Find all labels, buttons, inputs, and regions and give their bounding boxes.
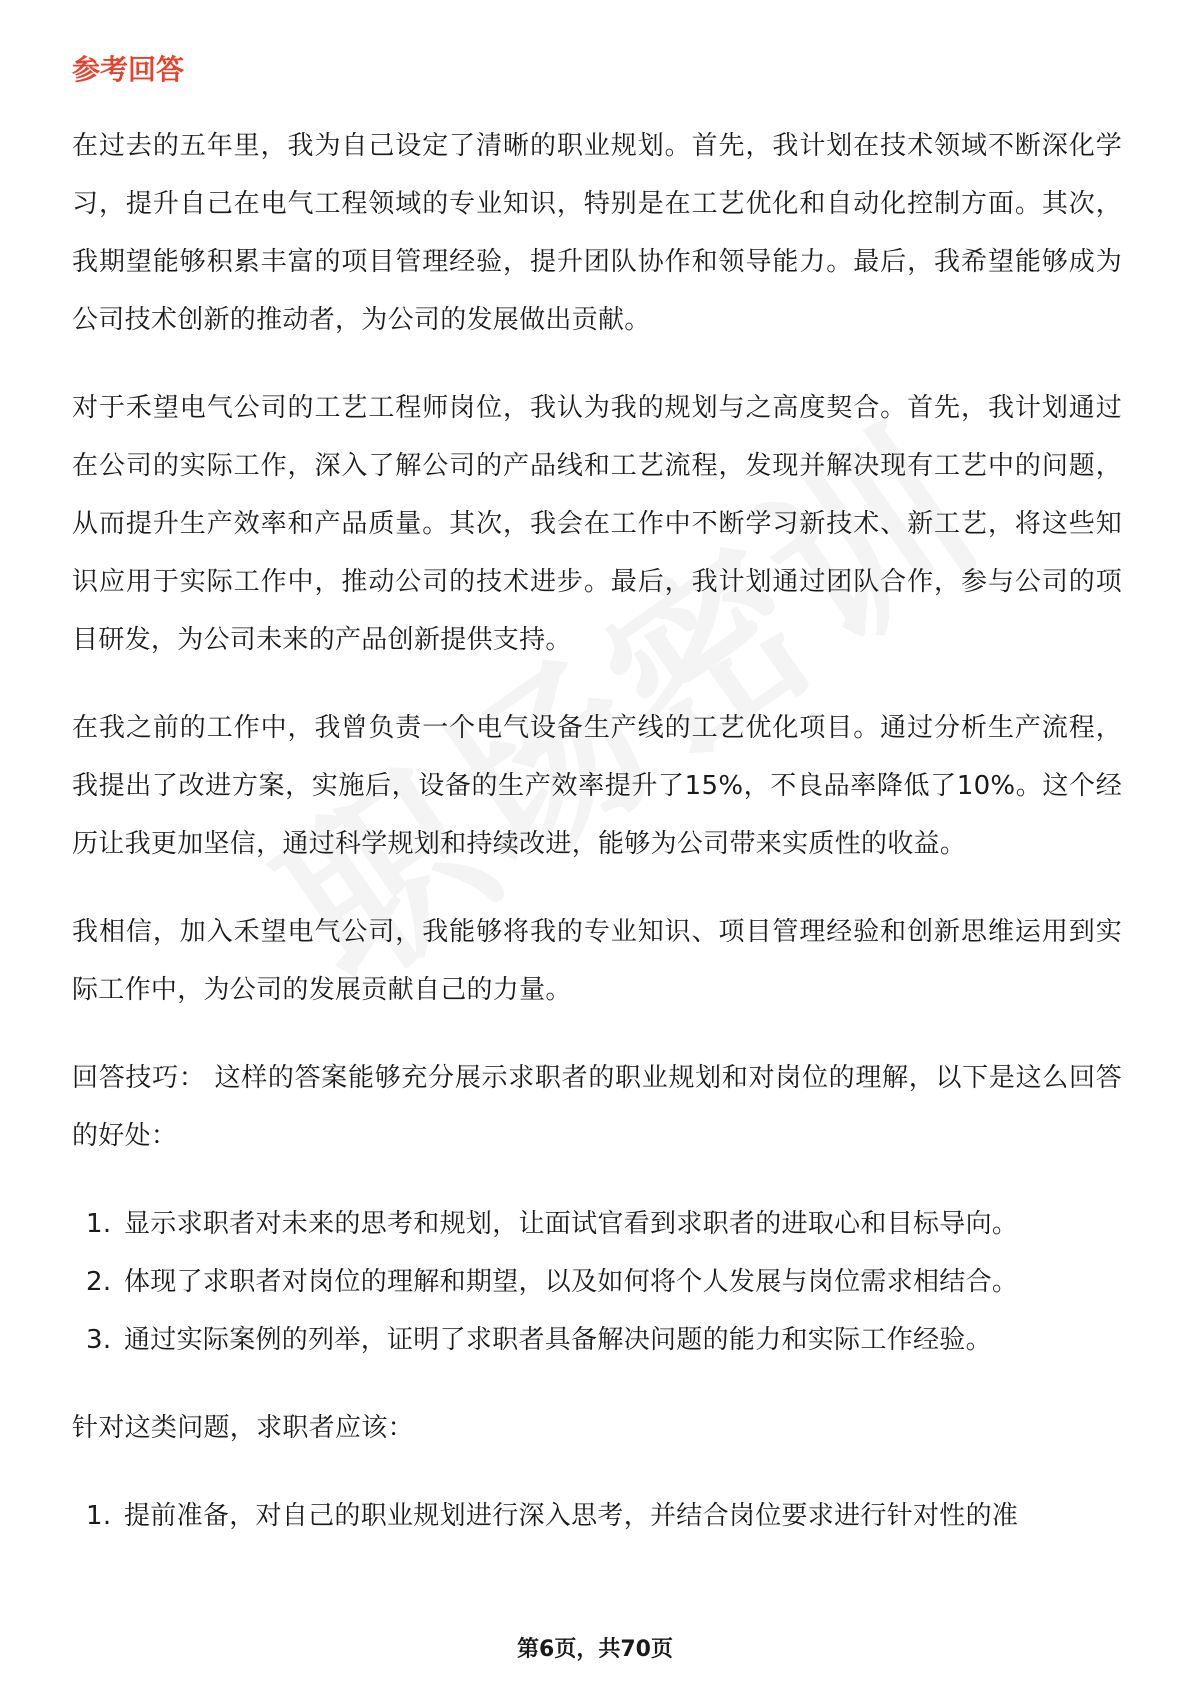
- list-text: 提前准备，对自己的职业规划进行深入思考，并结合岗位要求进行针对性的准: [124, 1501, 1019, 1531]
- list-text: 显示求职者对未来的思考和规划，让面试官看到求职者的进取心和目标导向。: [124, 1209, 1019, 1239]
- section-heading: 参考回答: [72, 53, 185, 86]
- paragraph: 我相信，加入禾望电气公司，我能够将我的专业知识、项目管理经验和创新思维运用到实际工作中，为公司的发展贡献自己的力量。: [72, 917, 1122, 1005]
- benefits-list: [72, 1195, 1122, 1369]
- list-text: 体现了求职者对岗位的理解和期望，以及如何将个人发展与岗位需求相结合。: [124, 1267, 1019, 1297]
- list-item: [72, 1195, 1122, 1253]
- page-number: 第6页，共70页: [517, 1637, 673, 1662]
- list-item: [72, 1311, 1122, 1369]
- list-text: 通过实际案例的列举，证明了求职者具备解决问题的能力和实际工作经验。: [124, 1325, 992, 1355]
- paragraph: 在我之前的工作中，我曾负责一个电气设备生产线的工艺优化项目。通过分析生产流程，我提出了改进方案，实施后，设备的生产效率提升了15%，不良品率降低了10%。这个经历让我更加坚信，通过科学规划和持续改进，能够为公司带来实质性的收益。: [72, 713, 1122, 859]
- paragraph: 对于禾望电气公司的工艺工程师岗位，我认为我的规划与之高度契合。首先，我计划通过在公司的实际工作，深入了解公司的产品线和工艺流程，发现并解决现有工艺中的问题，从而提升生产效率和产品质量。其次，我会在工作中不断学习新技术、新工艺，将这些知识应用于实际工作中，推动公司的技术进步。最后，我计划通过团队合作，参与公司的项目研发，为公司未来的产品创新提供支持。: [72, 393, 1122, 655]
- list-number: 1.: [86, 1209, 112, 1239]
- advice-intro: 针对这类问题，求职者应该：: [72, 1413, 414, 1443]
- tips-paragraph: 回答技巧： 这样的答案能够充分展示求职者的职业规划和对岗位的理解，以下是这么回答的好处：: [72, 1063, 1122, 1151]
- list-number: 1.: [86, 1501, 112, 1531]
- paragraph: 在过去的五年里，我为自己设定了清晰的职业规划。首先，我计划在技术领域不断深化学习，提升自己在电气工程领域的专业知识，特别是在工艺优化和自动化控制方面。其次，我期望能够积累丰富的项目管理经验，提升团队协作和领导能力。最后，我希望能够成为公司技术创新的推动者，为公司的发展做出贡献。: [72, 131, 1122, 335]
- list-number: 3.: [86, 1325, 112, 1355]
- answer-body: [72, 117, 1122, 1575]
- list-number: 2.: [86, 1267, 112, 1297]
- list-item: [72, 1253, 1122, 1311]
- advice-list: [72, 1487, 1122, 1545]
- list-item: [72, 1487, 1122, 1545]
